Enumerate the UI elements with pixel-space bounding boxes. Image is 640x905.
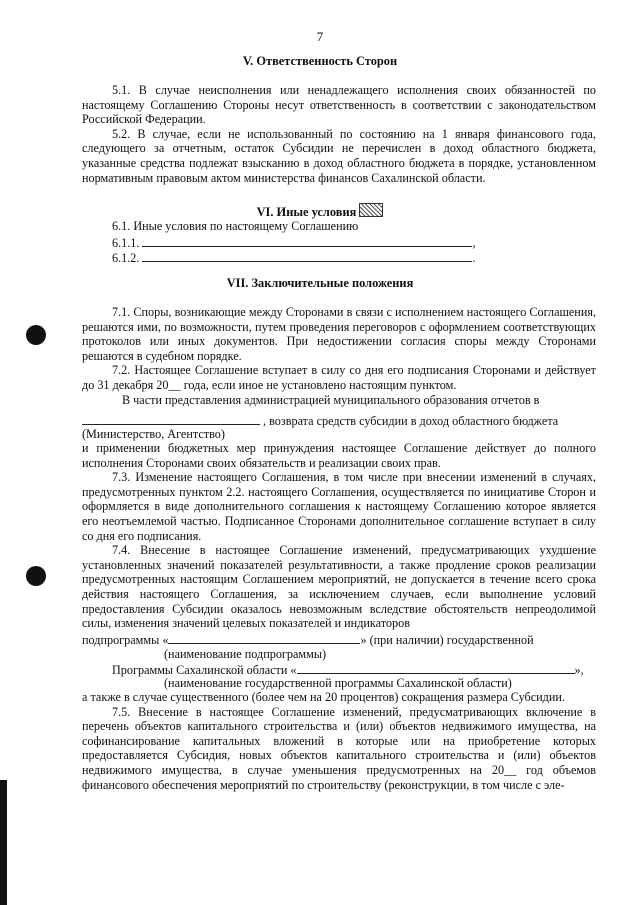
section-7-title: VII. Заключительные положения <box>226 276 414 290</box>
section-7-part-1 <box>82 305 596 407</box>
paragraph-7-4: 7.4. Внесение в настоящее Соглашение изменений, предусматривающих ухудшение установленных значений показателей результативности, а также продление сроков реализации предусмотренных настоящим Соглашением мероприятий, не допускается в течение всего срока действия настоящего Соглашения, за исключением случаев, если выполнение условий предоставления Субсидии оказалось невозможным вследствие обстоятельств непреодолимой силы, изменения значений целевых показателей и индикаторов <box>82 543 596 631</box>
section-5-body <box>82 83 596 185</box>
stamp-mark-icon <box>359 203 383 217</box>
item-6-1-2: 6.1.2. . <box>112 251 476 265</box>
page-number: 7 <box>316 29 324 44</box>
section-6-heading <box>0 203 640 220</box>
scan-edge-bar <box>0 780 7 905</box>
hint-subprogram: (наименование подпрограммы) <box>164 647 327 661</box>
text-7-2-c: , возврата средств субсидии в доход областного бюджета <box>263 414 559 428</box>
paragraph-7-2-d: и применении бюджетных мер принуждения настоящее Соглашение действует до полного исполнения Сторонами своих обязательств и реализации своих прав. <box>82 441 596 470</box>
paragraph-7-3: 7.3. Изменение настоящего Соглашения, в том числе при внесении изменений в случаях, предусмотренных пунктом 2.2. настоящего Соглашения, осуществляется по инициативе Сторон и оформляется в виде дополнительного соглашения к настоящему Соглашению которое является его неотъемлемой частью. Подписанное Сторонами дополнительное соглашение вступает в силу со дня его подписания. <box>82 470 596 543</box>
program-prefix: Программы Сахалинской области « <box>112 663 297 677</box>
punch-hole-icon <box>26 566 46 586</box>
section-5-title: V. Ответственность Сторон <box>242 54 398 68</box>
hint-ministry: (Министерство, Агентство) <box>82 427 225 441</box>
hint-program: (наименование государственной программы Сахалинской области) <box>164 676 512 690</box>
paragraph-6-1: 6.1. Иные условия по настоящему Соглашению <box>112 219 359 233</box>
paragraph-5-1: 5.1. В случае неисполнения или ненадлежащего исполнения своих обязанностей по настоящему Соглашению Стороны несут ответственность в соответствии с законодательством Российской Федерации. <box>82 83 596 127</box>
paragraph-7-2: 7.2. Настоящее Соглашение вступает в силу со дня его подписания Сторонами и действует до 31 декабря 20__ года, если иное не установлено настоящим пунктом. <box>82 363 596 392</box>
paragraph-7-5: 7.5. Внесение в настоящее Соглашение изменений, предусматривающих включение в перечень объектов капитального строительства и (или) объектов недвижимого имущества, на софинансирование капитальных вложений в которые или на приобретение которых предоставляется Субсидия, новых объектов капитального строительства и (или) объектов недвижимого имущества, в случае уменьшения предусмотренных на 20__ год объемов финансового обеспечения мероприятий по строительству (реконструкции, в том числе с эле- <box>82 704 596 792</box>
paragraph-7-1: 7.1. Споры, возникающие между Сторонами в связи с исполнением настоящего Соглашения, решаются ими, по возможности, путем проведения переговоров с оформлением соответствующих протоколов или иных документов. При недостижении согласия споры между Сторонами решаются в судебном порядке. <box>82 305 596 363</box>
item-6-1-2-label: 6.1.2. <box>112 251 140 265</box>
paragraph-7-2-b: В части представления администрацией муниципального образования отчетов в <box>122 392 540 407</box>
program-suffix: », <box>574 663 584 677</box>
punch-hole-icon <box>26 325 46 345</box>
item-6-1-1: 6.1.1. , <box>112 236 476 250</box>
blank-line <box>297 662 575 674</box>
blank-line <box>142 235 472 247</box>
section-7-part-3 <box>82 690 596 792</box>
subprogram-line <box>82 632 534 648</box>
section-7-part-2 <box>82 441 596 631</box>
subprogram-suffix: » (при наличии) государственной <box>360 633 534 647</box>
paragraph-7-4-end: а также в случае существенного (более чем на 20 процентов) сокращения размера Субсидии. <box>82 690 565 704</box>
subprogram-prefix: подпрограммы « <box>82 633 169 647</box>
blank-line <box>142 250 472 262</box>
section-6-title: VI. Иные условия <box>256 205 357 219</box>
blank-line <box>168 632 360 644</box>
item-6-1-1-label: 6.1.1. <box>112 236 140 250</box>
paragraph-5-2: 5.2. В случае, если не использованный по состоянию на 1 января финансового года, следующего за отчетным, остаток Субсидии не перечислен в доход областного бюджета, указанные средства подлежат взысканию в доход областного бюджета в порядке, установленном нормативным правовым актом министерства финансов Сахалинской области. <box>82 126 596 185</box>
blank-line <box>82 413 260 425</box>
